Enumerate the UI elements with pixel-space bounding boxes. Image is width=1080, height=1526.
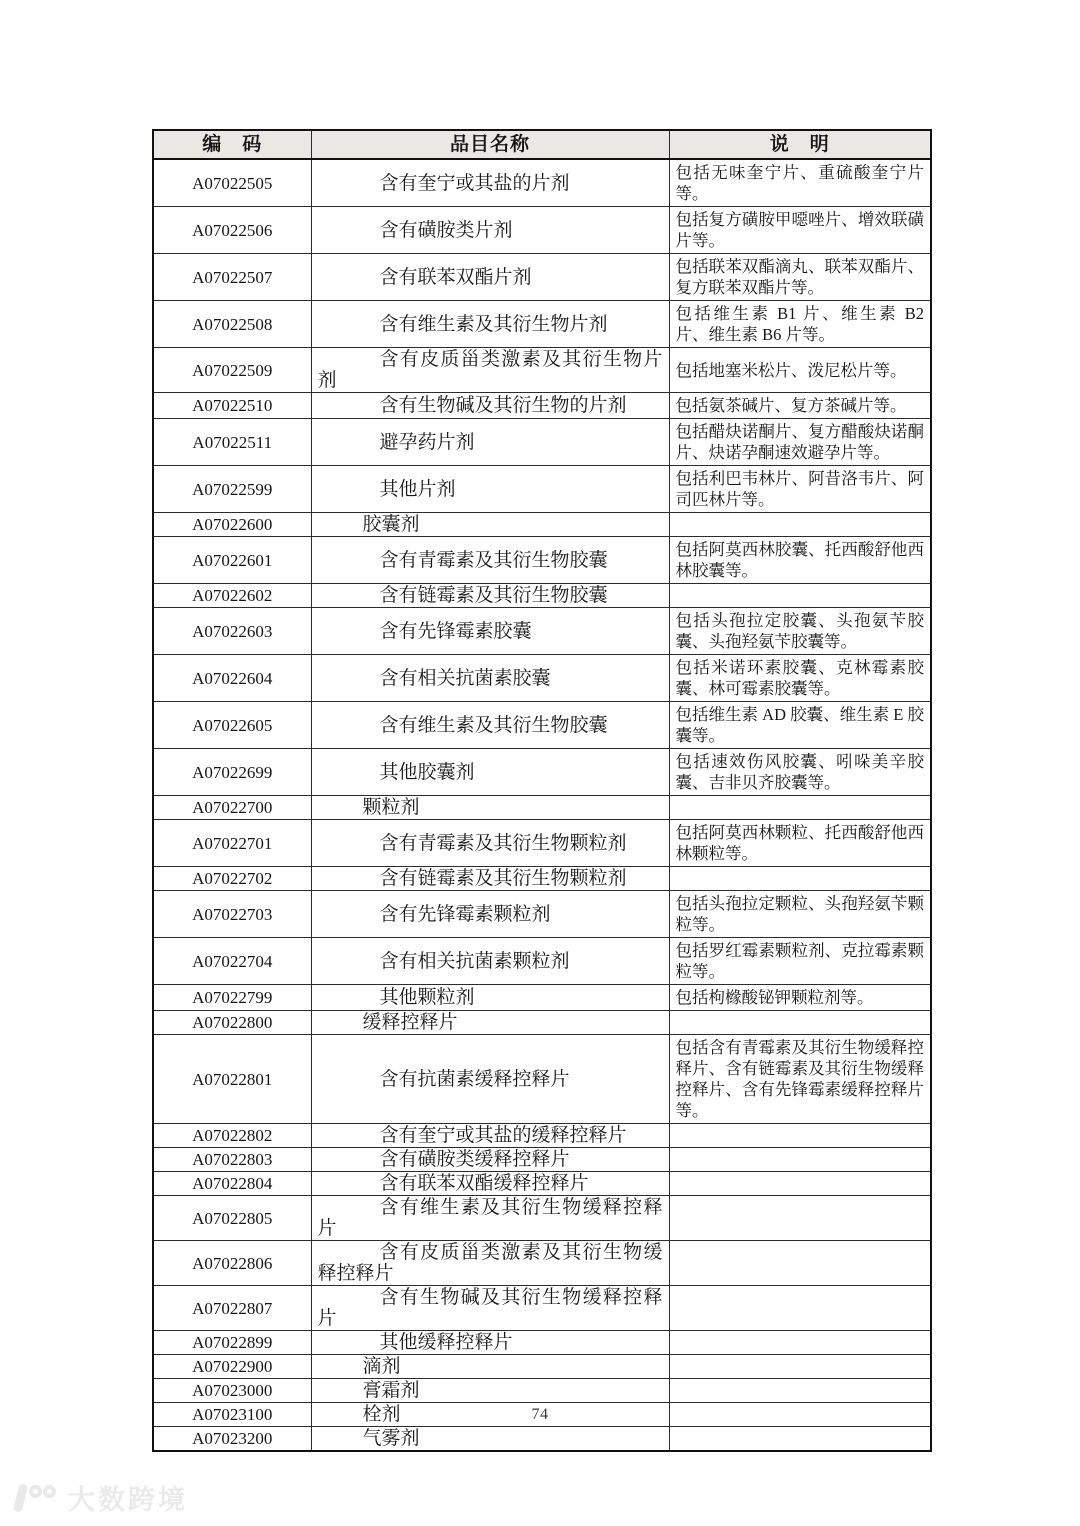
- code-cell: A07022511: [153, 419, 311, 466]
- name-cell: 含有先锋霉素颗粒剂: [311, 891, 669, 938]
- header-name: 品目名称: [311, 130, 669, 159]
- table-row: [153, 891, 931, 938]
- code-cell: A07022805: [153, 1196, 311, 1241]
- code-cell: A07022804: [153, 1172, 311, 1196]
- code-cell: A07022802: [153, 1124, 311, 1148]
- table-row: [153, 537, 931, 584]
- note-cell: 包括罗红霉素颗粒剂、克拉霉素颗粒等。: [669, 938, 931, 985]
- name-cell: 胶囊剂: [311, 513, 669, 537]
- name-cell: 含有磺胺类片剂: [311, 207, 669, 254]
- note-cell: [669, 1286, 931, 1331]
- name-cell: 含有生物碱及其衍生物缓释控释片: [311, 1286, 669, 1331]
- note-cell: 包括阿莫西林胶囊、托西酸舒他西林胶囊等。: [669, 537, 931, 584]
- note-cell: [669, 1427, 931, 1452]
- header-note: 说 明: [669, 130, 931, 159]
- code-cell: A07022702: [153, 867, 311, 891]
- table-row: [153, 1427, 931, 1452]
- table-row: [153, 513, 931, 537]
- note-cell: [669, 1011, 931, 1035]
- name-cell: 含有奎宁或其盐的缓释控释片: [311, 1124, 669, 1148]
- name-cell: 含有生物碱及其衍生物的片剂: [311, 393, 669, 419]
- table-row: [153, 393, 931, 419]
- note-cell: 包括含有青霉素及其衍生物缓释控释片、含有链霉素及其衍生物缓释控释片、含有先锋霉素缓释控释片等。: [669, 1035, 931, 1124]
- table-row: [153, 254, 931, 301]
- name-cell: 含有联苯双酯缓释控释片: [311, 1172, 669, 1196]
- name-cell: 含有联苯双酯片剂: [311, 254, 669, 301]
- code-cell: A07022800: [153, 1011, 311, 1035]
- code-cell: A07022507: [153, 254, 311, 301]
- table-row: [153, 796, 931, 820]
- code-cell: A07022509: [153, 348, 311, 393]
- watermark-logo-icon: [14, 1482, 60, 1514]
- name-cell: 含有相关抗菌素颗粒剂: [311, 938, 669, 985]
- code-cell: A07022506: [153, 207, 311, 254]
- name-cell: 含有磺胺类缓释控释片: [311, 1148, 669, 1172]
- code-cell: A07022699: [153, 749, 311, 796]
- note-cell: [669, 867, 931, 891]
- note-cell: [669, 1124, 931, 1148]
- table-row: [153, 749, 931, 796]
- note-cell: 包括维生素 B1 片、维生素 B2 片、维生素 B6 片等。: [669, 301, 931, 348]
- code-cell: A07022510: [153, 393, 311, 419]
- name-cell: 栓剂: [311, 1403, 669, 1427]
- name-cell: 其他颗粒剂: [311, 985, 669, 1011]
- note-cell: [669, 1241, 931, 1286]
- name-cell: 含有维生素及其衍生物片剂: [311, 301, 669, 348]
- note-cell: 包括维生素 AD 胶囊、维生素 E 胶囊等。: [669, 702, 931, 749]
- table-body: [153, 159, 931, 1451]
- table-row: [153, 1196, 931, 1241]
- code-cell: A07022604: [153, 655, 311, 702]
- name-cell: 膏霜剂: [311, 1379, 669, 1403]
- table-row: [153, 1035, 931, 1124]
- name-cell: 含有皮质甾类激素及其衍生物片剂: [311, 348, 669, 393]
- table-row: [153, 1148, 931, 1172]
- note-cell: [669, 1331, 931, 1355]
- code-cell: A07022801: [153, 1035, 311, 1124]
- table-row: [153, 1379, 931, 1403]
- code-cell: A07022505: [153, 159, 311, 207]
- note-cell: [669, 1196, 931, 1241]
- note-cell: 包括氨茶碱片、复方茶碱片等。: [669, 393, 931, 419]
- note-cell: 包括无味奎宁片、重硫酸奎宁片等。: [669, 159, 931, 207]
- code-cell: A07022605: [153, 702, 311, 749]
- code-cell: A07022599: [153, 466, 311, 513]
- note-cell: 包括醋炔诺酮片、复方醋酸炔诺酮片、炔诺孕酮速效避孕片等。: [669, 419, 931, 466]
- name-cell: 避孕药片剂: [311, 419, 669, 466]
- note-cell: [669, 1172, 931, 1196]
- code-cell: A07022807: [153, 1286, 311, 1331]
- table-row: [153, 207, 931, 254]
- name-cell: 缓释控释片: [311, 1011, 669, 1035]
- note-cell: 包括头孢拉定颗粒、头孢羟氨苄颗粒等。: [669, 891, 931, 938]
- table-row: [153, 1124, 931, 1148]
- code-cell: A07022603: [153, 608, 311, 655]
- name-cell: 含有抗菌素缓释控释片: [311, 1035, 669, 1124]
- table-row: [153, 348, 931, 393]
- table-row: [153, 608, 931, 655]
- code-cell: A07022700: [153, 796, 311, 820]
- name-cell: 含有青霉素及其衍生物胶囊: [311, 537, 669, 584]
- note-cell: [669, 513, 931, 537]
- code-cell: A07022600: [153, 513, 311, 537]
- code-cell: A07022601: [153, 537, 311, 584]
- table-row: [153, 466, 931, 513]
- note-cell: 包括速效伤风胶囊、吲哚美辛胶囊、吉非贝齐胶囊等。: [669, 749, 931, 796]
- table-row: [153, 938, 931, 985]
- name-cell: 其他缓释控释片: [311, 1331, 669, 1355]
- name-cell: 颗粒剂: [311, 796, 669, 820]
- note-cell: 包括阿莫西林颗粒、托西酸舒他西林颗粒等。: [669, 820, 931, 867]
- code-cell: A07022704: [153, 938, 311, 985]
- name-cell: 含有相关抗菌素胶囊: [311, 655, 669, 702]
- code-cell: A07022602: [153, 584, 311, 608]
- note-cell: 包括头孢拉定胶囊、头孢氨苄胶囊、头孢羟氨苄胶囊等。: [669, 608, 931, 655]
- code-cell: A07023100: [153, 1403, 311, 1427]
- table-row: [153, 985, 931, 1011]
- name-cell: 含有奎宁或其盐的片剂: [311, 159, 669, 207]
- classification-table: [152, 129, 932, 1452]
- note-cell: [669, 1379, 931, 1403]
- code-cell: A07022899: [153, 1331, 311, 1355]
- table-row: [153, 159, 931, 207]
- name-cell: 气雾剂: [311, 1427, 669, 1452]
- name-cell: 含有链霉素及其衍生物颗粒剂: [311, 867, 669, 891]
- table-row: [153, 1241, 931, 1286]
- code-cell: A07022701: [153, 820, 311, 867]
- table-row: [153, 655, 931, 702]
- code-cell: A07023000: [153, 1379, 311, 1403]
- note-cell: [669, 796, 931, 820]
- note-cell: [669, 1355, 931, 1379]
- note-cell: 包括米诺环素胶囊、克林霉素胶囊、林可霉素胶囊等。: [669, 655, 931, 702]
- note-cell: 包括枸橼酸铋钾颗粒剂等。: [669, 985, 931, 1011]
- page-number: 74: [531, 1406, 549, 1423]
- note-cell: 包括地塞米松片、泼尼松片等。: [669, 348, 931, 393]
- watermark-text: 大数跨境: [68, 1485, 188, 1515]
- table-row: [153, 301, 931, 348]
- table-row: [153, 1355, 931, 1379]
- name-cell: 滴剂: [311, 1355, 669, 1379]
- name-cell: 其他胶囊剂: [311, 749, 669, 796]
- note-cell: 包括利巴韦林片、阿昔洛韦片、阿司匹林片等。: [669, 466, 931, 513]
- watermark: [14, 1478, 188, 1517]
- name-cell: 含有链霉素及其衍生物胶囊: [311, 584, 669, 608]
- header-code: 编 码: [153, 130, 311, 159]
- table-row: [153, 419, 931, 466]
- code-cell: A07022806: [153, 1241, 311, 1286]
- note-cell: [669, 584, 931, 608]
- name-cell: 含有维生素及其衍生物胶囊: [311, 702, 669, 749]
- name-cell: 含有先锋霉素胶囊: [311, 608, 669, 655]
- table-header-row: [153, 130, 931, 159]
- code-cell: A07022900: [153, 1355, 311, 1379]
- table-row: [153, 1011, 931, 1035]
- name-cell: 其他片剂: [311, 466, 669, 513]
- note-cell: 包括复方磺胺甲噁唑片、增效联磺片等。: [669, 207, 931, 254]
- table-row: [153, 584, 931, 608]
- name-cell: 含有皮质甾类激素及其衍生物缓释控释片: [311, 1241, 669, 1286]
- table-row: [153, 1331, 931, 1355]
- note-cell: [669, 1148, 931, 1172]
- name-cell: 含有维生素及其衍生物缓释控释片: [311, 1196, 669, 1241]
- code-cell: A07022799: [153, 985, 311, 1011]
- name-cell: 含有青霉素及其衍生物颗粒剂: [311, 820, 669, 867]
- note-cell: 包括联苯双酯滴丸、联苯双酯片、复方联苯双酯片等。: [669, 254, 931, 301]
- code-cell: A07023200: [153, 1427, 311, 1452]
- table-row: [153, 1172, 931, 1196]
- table-row: [153, 1286, 931, 1331]
- table-row: [153, 820, 931, 867]
- table-row: [153, 867, 931, 891]
- code-cell: A07022508: [153, 301, 311, 348]
- table-row: [153, 702, 931, 749]
- code-cell: A07022703: [153, 891, 311, 938]
- code-cell: A07022803: [153, 1148, 311, 1172]
